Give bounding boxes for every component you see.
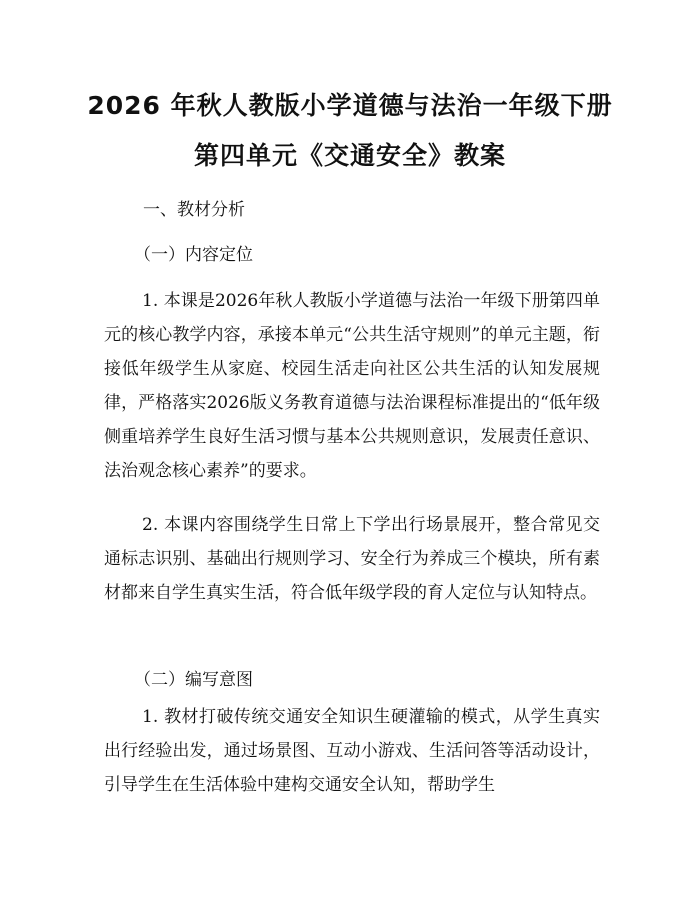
paragraph-2: 2. 本课内容围绕学生日常上下学出行场景展开，整合常见交通标志识别、基础出行规则学习、安全行为养成三个模块，所有素材都来自学生真实生活，符合低年级学段的育人定位与认知特点。 — [104, 515, 600, 603]
subsection-heading-writing-intent: （二）编写意图 — [134, 670, 253, 690]
paragraph-1: 1. 本课是2026年秋人教版小学道德与法治一年级下册第四单元的核心教学内容，承接本单元“公共生活守规则”的单元主题，衔接低年级学生从家庭、校园生活走向社区公共生活的认知发展规律，严格落实2026版义务教育道德与法治课程标准提出的“低年级侧重培养学生良好生活习惯与基本公共规则意识，发展责任意识、法治观念核心素养”的要求。 — [104, 291, 600, 481]
document-title-line-1: 2026 年秋人教版小学道德与法治一年级下册 — [87, 91, 613, 120]
paragraph-3: 1. 教材打破传统交通安全知识生硬灌输的模式，从学生真实出行经验出发，通过场景图、互动小游戏、生活问答等活动设计，引导学生在生活体验中建构交通安全认知，帮助学生 — [104, 707, 600, 795]
document-title-line-2: 第四单元《交通安全》教案 — [193, 141, 506, 170]
subsection-heading-content-positioning: （一）内容定位 — [134, 245, 253, 265]
section-heading-textbook-analysis: 一、教材分析 — [143, 200, 245, 220]
